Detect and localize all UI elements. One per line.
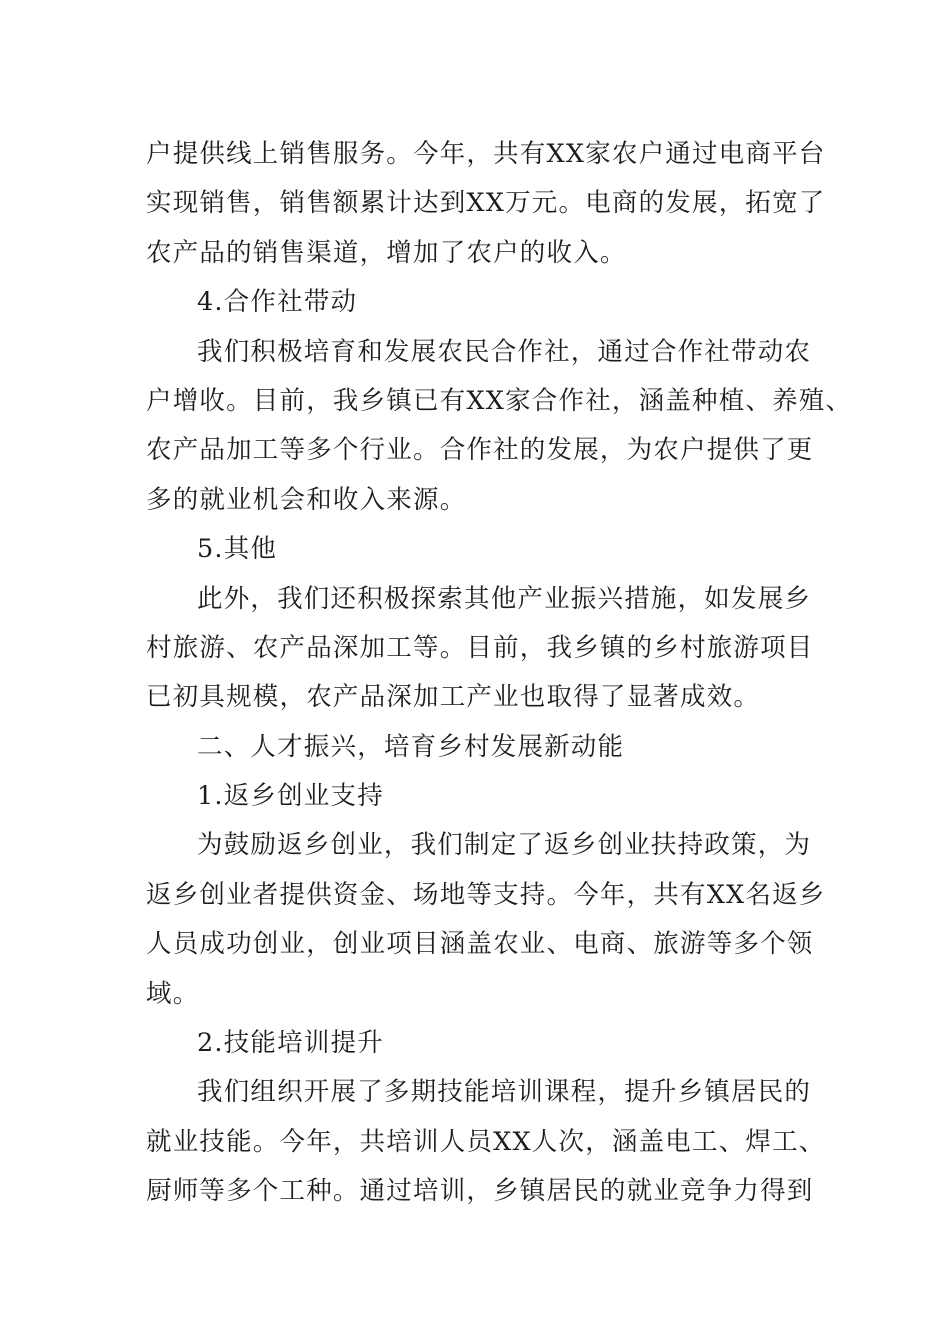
text-line: 户提供线上销售服务。今年，共有XX家农户通过电商平台	[146, 139, 826, 169]
section-heading: 5.其他	[197, 534, 278, 565]
text-line: 农产品加工等多个行业。合作社的发展，为农户提供了更	[146, 435, 814, 466]
text-line: 农产品的销售渠道，增加了农户的收入。	[146, 237, 627, 268]
text-line: 厨师等多个工种。通过培训，乡镇居民的就业竞争力得到	[146, 1176, 814, 1207]
text-line: 人员成功创业，创业项目涵盖农业、电商、旅游等多个领	[146, 929, 814, 960]
text-line: 就业技能。今年，共培训人员XX人次，涵盖电工、焊工、	[146, 1126, 826, 1157]
section-heading: 2.技能培训提升	[197, 1028, 384, 1059]
section-heading: 1.返乡创业支持	[197, 781, 384, 812]
section-heading: 4.合作社带动	[197, 287, 358, 318]
text-line: 返乡创业者提供资金、场地等支持。今年，共有XX名返乡	[146, 879, 826, 910]
text-line: 实现销售，销售额累计达到XX万元。电商的发展，拓宽了	[146, 188, 826, 219]
text-line: 户增收。目前，我乡镇已有XX家合作社，涵盖种植、养殖、	[146, 385, 853, 416]
text-line: 我们积极培育和发展农民合作社，通过合作社带动农	[197, 336, 812, 367]
text-line: 村旅游、农产品深加工等。目前，我乡镇的乡村旅游项目	[146, 632, 814, 663]
text-line: 我们组织开展了多期技能培训课程，提升乡镇居民的	[197, 1077, 812, 1108]
text-line: 此外，我们还积极探索其他产业振兴措施，如发展乡	[197, 583, 812, 614]
text-line: 为鼓励返乡创业，我们制定了返乡创业扶持政策，为	[197, 830, 812, 861]
text-line: 已初具规模，农产品深加工产业也取得了显著成效。	[146, 682, 761, 713]
text-line: 域。	[146, 978, 200, 1009]
text-line: 多的就业机会和收入来源。	[146, 484, 467, 515]
chapter-heading: 二、人才振兴，培育乡村发展新动能	[197, 731, 625, 762]
document-body	[146, 130, 853, 1217]
